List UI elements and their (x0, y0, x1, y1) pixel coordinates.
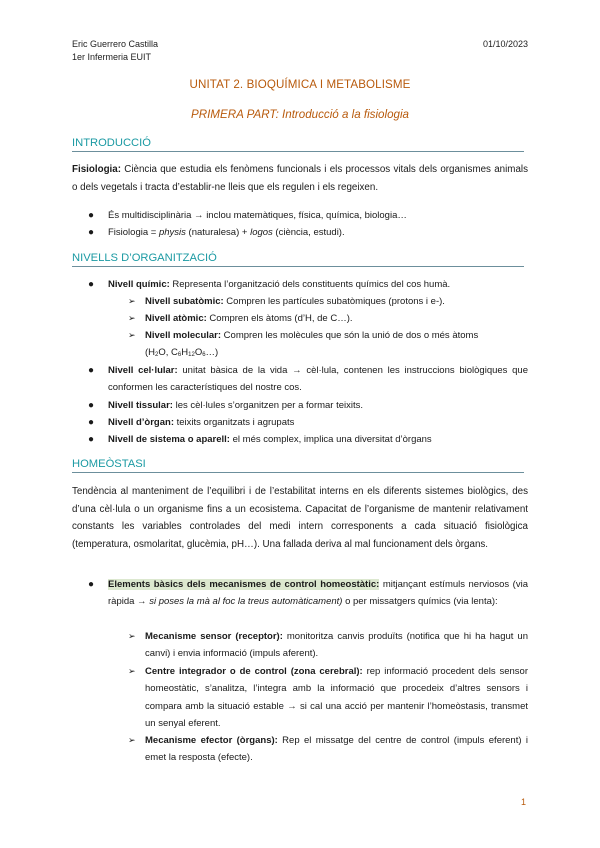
list-item: ● Fisiologia = physis (naturalesa) + logos (ciència, estudi). (88, 224, 528, 241)
bullet-icon: ● (88, 279, 95, 290)
part-subtitle: PRIMERA PART: Introducció a la fisiologia (190, 108, 409, 121)
section-heading-nivells: NIVELLS D’ORGANITZACIÓ (72, 251, 524, 267)
sub-list-item: ➢ Nivell subatòmic: Compren les partícules subatòmiques (protons i e-). (128, 293, 528, 310)
sub-list-item: ➢ Nivell atòmic: Compren els àtoms (d’H, de C…). (128, 310, 528, 327)
course-name: 1er Infermeria EUIT (72, 52, 152, 62)
highlighted-term: Elements bàsics dels mecanismes de control homeostàtic: (108, 579, 380, 590)
definition-term: Fisiologia: (72, 164, 121, 175)
arrow-bullet-icon: ➢ (128, 666, 136, 676)
arrow-bullet-icon: ➢ (128, 330, 136, 340)
bullet-icon: ● (88, 365, 95, 376)
sub-list-item: ➢ Centre integrador o de control (zona cerebral): rep informació procedent dels sensor homeostàtic, s’analitza, l’integra amb la informació que procedeix d’altres sensors i compara amb la situació estable → si cal una acció per mantenir l’homeòstasis, transmet un senyal eferent. (128, 663, 528, 733)
definition-paragraph (72, 161, 528, 196)
arrow-bullet-icon: ➢ (128, 296, 136, 306)
definition-text: Ciència que estudia els fenòmens funcionals i els processos vitals dels organismes animals o dels vegetals i tracta d’establir-ne lleis que els regulen i els regeixen. (72, 164, 528, 193)
list-item: ● Nivell químic: Representa l’organització dels constituents químics del cos humà. (88, 276, 528, 293)
bullet-icon: ● (88, 417, 95, 428)
section-heading-introduccio: INTRODUCCIÓ (72, 136, 524, 152)
arrow-bullet-icon: ➢ (128, 735, 136, 745)
arrow-bullet-icon: ➢ (128, 313, 136, 323)
page-number: 1 (521, 797, 527, 807)
sub-list-item: ➢ Mecanisme sensor (receptor): monitoritza canvis produïts (notifica que hi ha hagut un canvi) i envia informació (impuls aferent). (128, 628, 528, 663)
bullet-icon: ● (88, 579, 95, 590)
list-item: ● Elements bàsics dels mecanismes de control homeostàtic: mitjançant estímuls nerviosos (via ràpida → si poses la mà al foc la treus automàticament) o per missatgers químics (via lenta): (88, 576, 528, 611)
page-header (72, 38, 528, 64)
arrow-bullet-icon: ➢ (128, 631, 136, 641)
list-item: ● Nivell tissular: les cèl·lules s’organitzen per a formar teixits. (88, 397, 528, 414)
sub-list-item: ➢ Nivell molecular: Compren les molècules que són la unió de dos o més àtoms ($H_2O$, $C_6H_{12}O_6\dots$) (128, 327, 528, 365)
sub-list-item: ➢ Mecanisme efector (òrgans): Rep el missatge del centre de control (impuls eferent) i emet la resposta (efecte). (128, 732, 528, 767)
author-name: Eric Guerrero Castilla (72, 39, 159, 49)
document-date: 01/10/2023 (482, 39, 528, 49)
list-item: ● És multidisciplinària → inclou matemàtiques, física, química, biologia… (88, 207, 528, 224)
list-item: ● Nivell cel·lular: unitat bàsica de la vida → cèl·lula, contenen les instruccions biològiques que conformen les característiques del nostre cos. (88, 362, 528, 397)
bullet-icon: ● (88, 400, 95, 411)
list-item: ● Nivell d’òrgan: teixits organitzats i agrupats (88, 414, 528, 431)
homeostasi-paragraph: Tendència al manteniment de l’equilibri i de l’estabilitat interns en els diferents sistemes biològics, des d’una cèl·lula o un organisme fins a un ecosistema. Capacitat de l’organisme de mantenir relativament constants les variables controlades del medi intern corresponents a cada situació fisiològica (temperatura, osmolaritat, glucèmia, pH…). Una fallada deriva al mal funcionament dels òrgans. (72, 486, 528, 550)
list-item: ● Nivell de sistema o aparell: el més complex, implica una diversitat d’òrgans (88, 431, 528, 448)
bullet-icon: ● (88, 210, 95, 221)
section-heading-homeostasi: HOMEÒSTASI (72, 457, 524, 473)
bullet-icon: ● (88, 434, 95, 445)
bullet-icon: ● (88, 227, 95, 238)
unit-title: UNITAT 2. BIOQUÍMICA I METABOLISME (189, 78, 411, 91)
